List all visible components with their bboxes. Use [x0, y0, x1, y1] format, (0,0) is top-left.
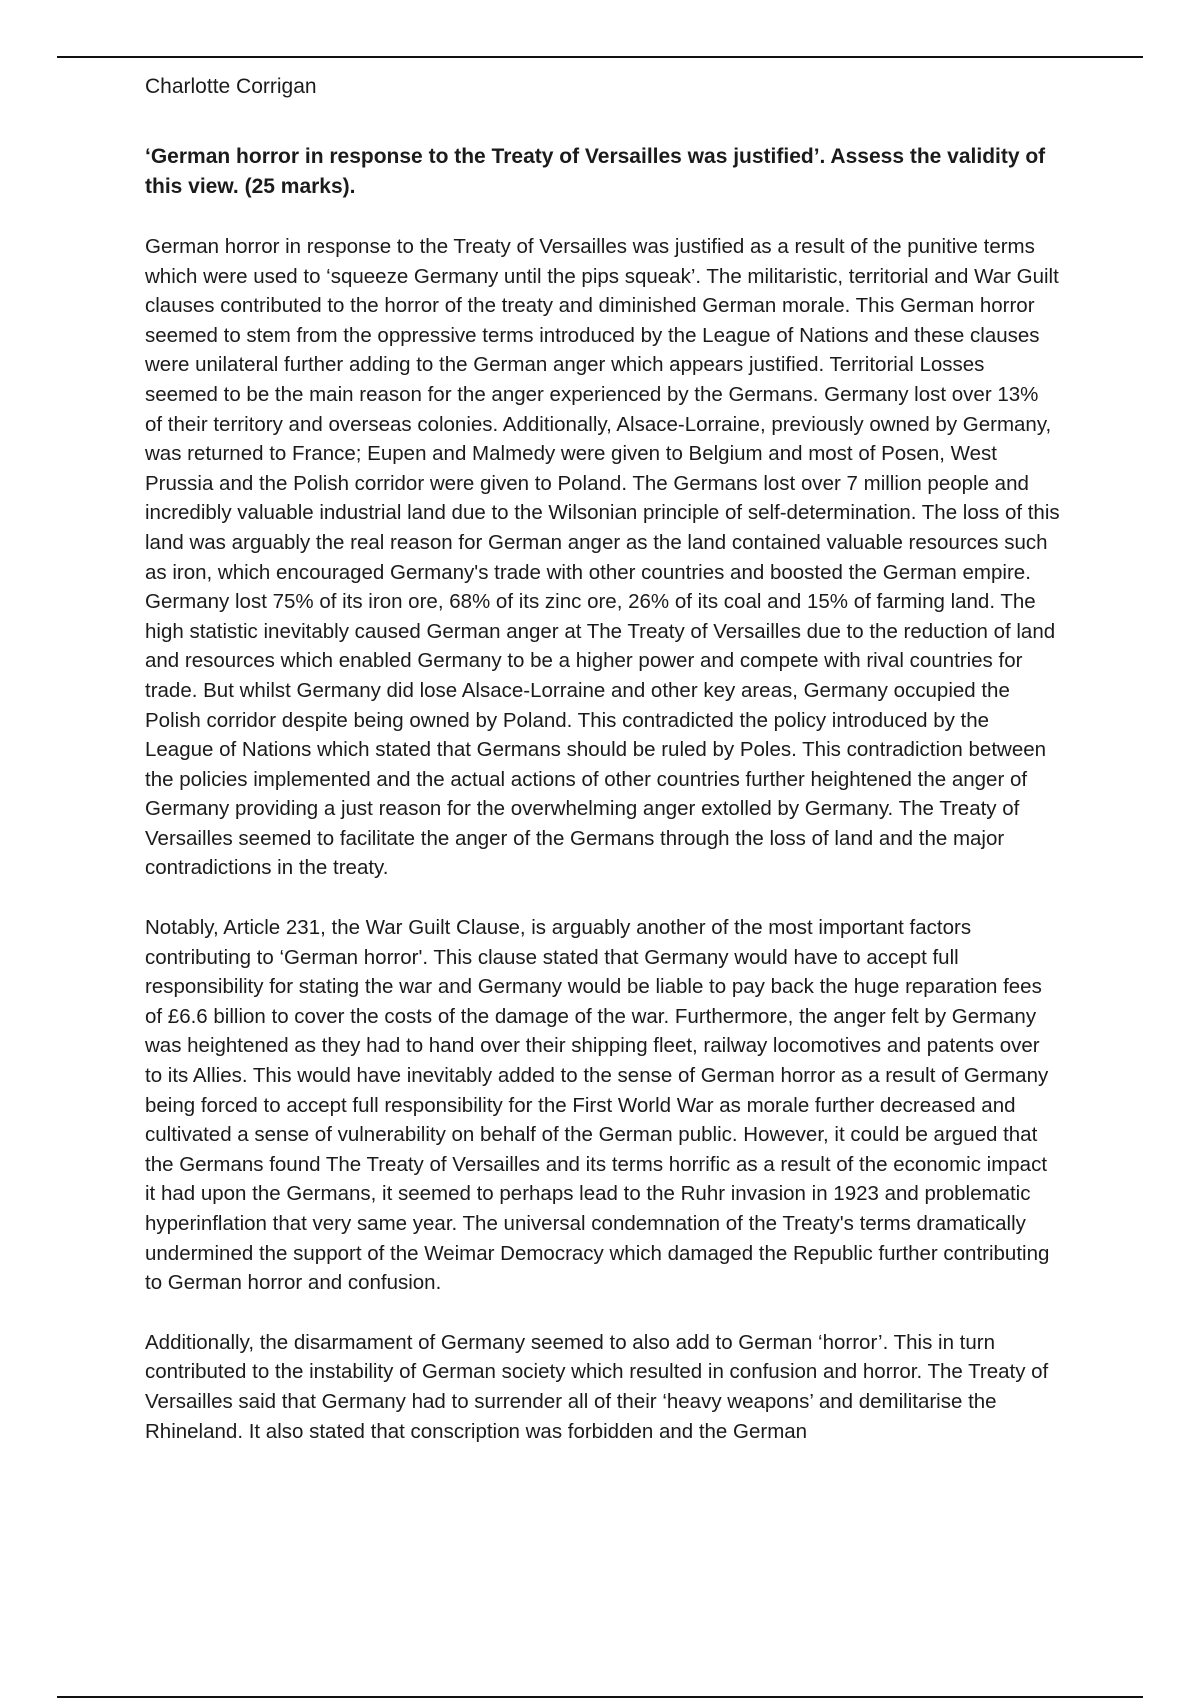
essay-question: ‘German horror in response to the Treaty of Versailles was justified’. Assess the validity of this view. (25 marks). — [145, 145, 1046, 198]
essay-paragraph-1: German horror in response to the Treaty of Versailles was justified as a result of the punitive terms which were used to ‘squeeze Germany until the pips squeak’. The militaristic, territorial and War Guilt clauses contributed to the horror of the treaty and diminished German morale. This German horror seemed to stem from the oppressive terms introduced by the League of Nations and these clauses were unilateral further adding to the German anger which appears justified. Territorial Losses seemed to be the main reason for the anger experienced by the Germans. Germany lost over 13% of their territory and overseas colonies. Additionally, Alsace-Lorraine, previously owned by Germany, was returned to France; Eupen and Malmedy were given to Belgium and most of Posen, West Prussia and the Polish corridor were given to Poland. The Germans lost over 7 million people and incredibly valuable industrial land due to the Wilsonian principle of self-determination. The loss of this land was arguably the real reason for German anger as the land contained valuable resources such as iron, which encouraged Germany's trade with other countries and boosted the German empire. Germany lost 75% of its iron ore, 68% of its zinc ore, 26% of its coal and 15% of farming land. The high statistic inevitably caused German anger at The Treaty of Versailles due to the reduction of land and resources which enabled Germany to be a higher power and compete with rival countries for trade. But whilst Germany did lose Alsace-Lorraine and other key areas, Germany occupied the Polish corridor despite being owned by Poland. This contradicted the policy introduced by the League of Nations which stated that Germans should be ruled by Poles. This contradiction between the policies implemented and the actual actions of other countries further heightened the anger of Germany providing a just reason for the overwhelming anger extolled by Germany. The Treaty of Versailles seemed to facilitate the anger of the Germans through the loss of land and the major contradictions in the treaty. — [145, 235, 1060, 880]
essay-paragraph-2: Notably, Article 231, the War Guilt Clause, is arguably another of the most important factors contributing to ‘German horror'. This clause stated that Germany would have to accept full responsibility for stating the war and Germany would be liable to pay back the huge reparation fees of £6.6 billion to cover the costs of the damage of the war. Furthermore, the anger felt by Germany was heightened as they had to hand over their shipping fleet, railway locomotives and patents over to its Allies. This would have inevitably added to the sense of German horror as a result of Germany being forced to accept full responsibility for the First World War as morale further decreased and cultivated a sense of vulnerability on behalf of the German public. However, it could be argued that the Germans found The Treaty of Versailles and its terms horrific as a result of the economic impact it had upon the Germans, it seemed to perhaps lead to the Ruhr invasion in 1923 and problematic hyperinflation that very same year. The universal condemnation of the Treaty's terms dramatically undermined the support of the Weimar Democracy which damaged the Republic further contributing to German horror and confusion. — [145, 916, 1050, 1295]
document-body — [145, 72, 1060, 1476]
essay-paragraph-3: Additionally, the disarmament of Germany seemed to also add to German ‘horror’. This in turn contributed to the instability of German society which resulted in confusion and horror. The Treaty of Versailles said that Germany had to surrender all of their ‘heavy weapons’ and demilitarise the Rhineland. It also stated that conscription was forbidden and the German — [145, 1330, 1049, 1443]
page-bottom-rule — [57, 1696, 1143, 1698]
page-top-rule — [57, 56, 1143, 58]
author-name: Charlotte Corrigan — [145, 75, 317, 98]
